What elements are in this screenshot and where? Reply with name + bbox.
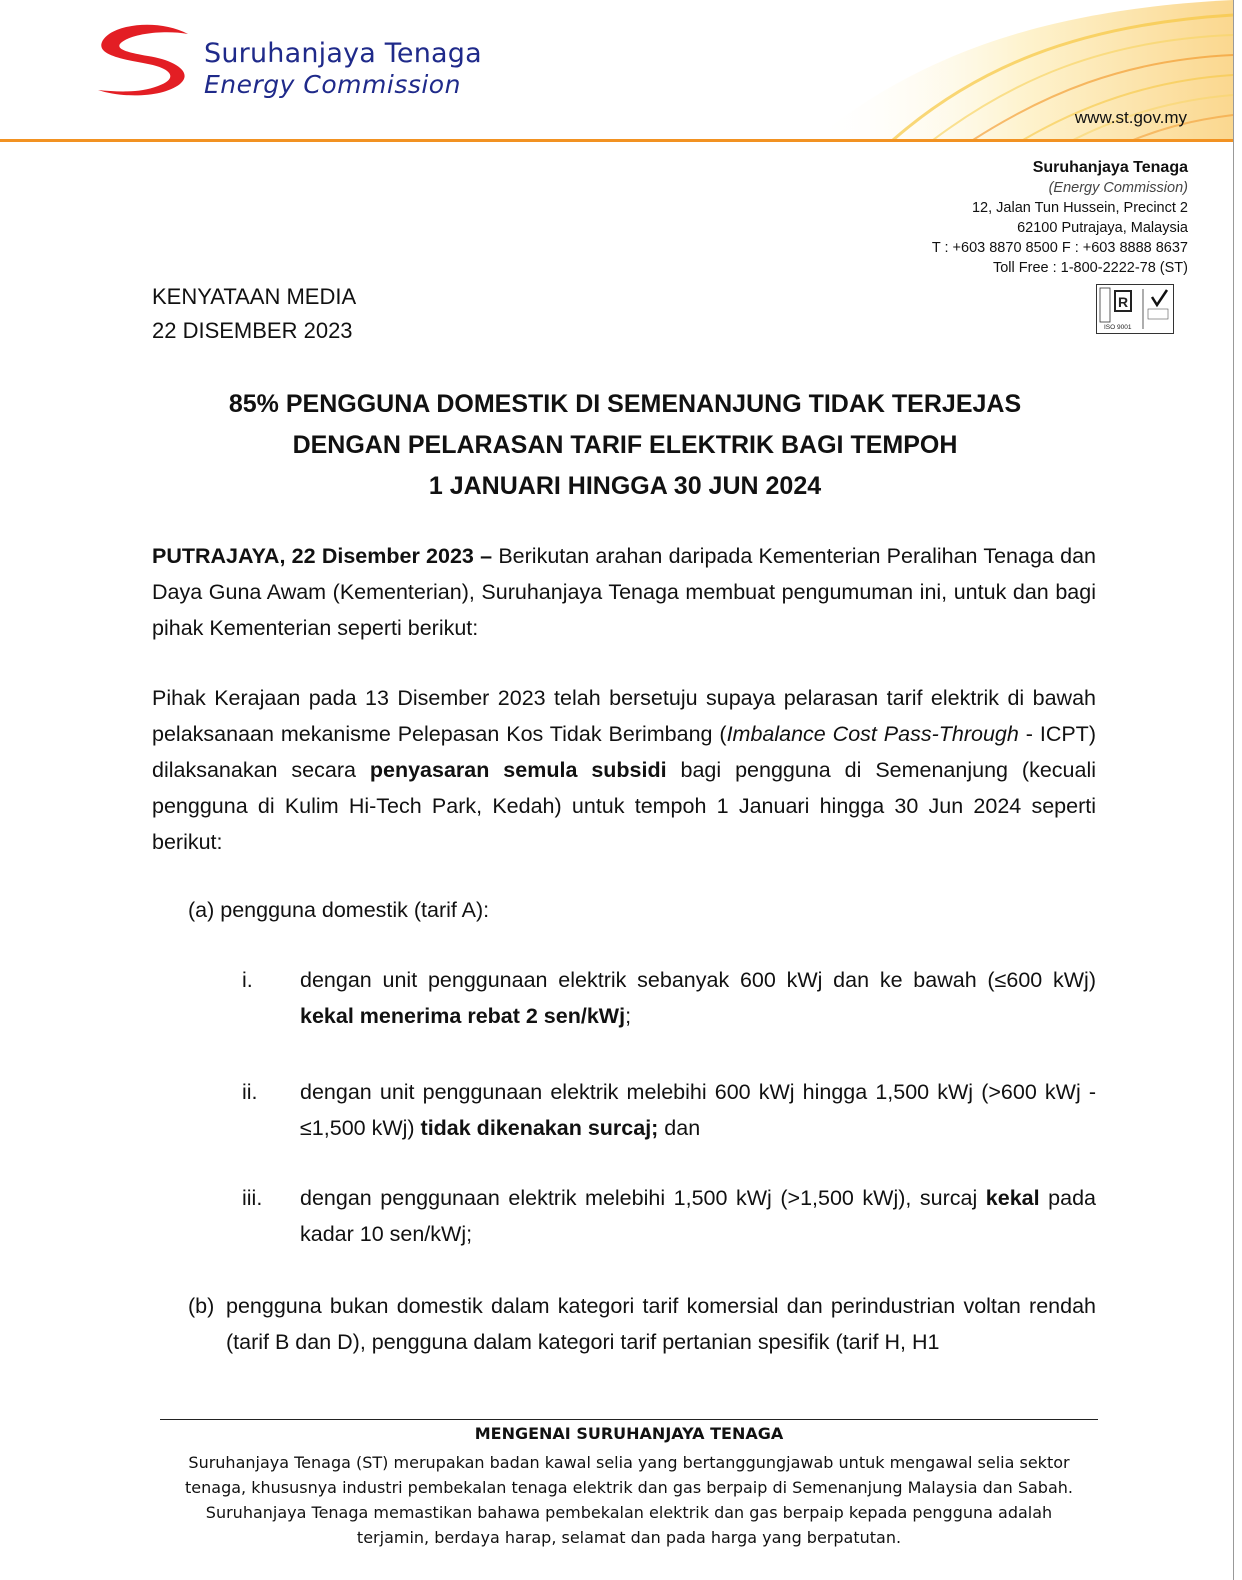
paragraph-intro-text: Berikutan arahan daripada Kementerian Peralihan Tenaga dan Daya Guna Awam (Kementerian), Suruhanjaya Tenaga membuat pengumuman ini, untuk dan bagi pihak Kementerian seperti berikut: <box>152 544 1096 640</box>
headline-line2: DENGAN PELARASAN TARIF ELEKTRIK BAGI TEMPOH <box>292 431 958 459</box>
paragraph-decision-text2: - ICPT) dilaksanakan secara <box>152 722 1096 782</box>
headline-line1: 85% PENGGUNA DOMESTIK DI SEMENANJUNG TIDAK TERJEJAS <box>228 390 1022 418</box>
list-item-text: dengan unit penggunaan elektrik sebanyak 600 kWj dan ke bawah (≤600 kWj) kekal menerima rebat 2 sen/kWj; <box>300 968 1096 1028</box>
website-link[interactable]: www.st.gov.my <box>1074 108 1187 127</box>
address-org: Suruhanjaya Tenaga <box>1032 159 1188 176</box>
statement-header <box>152 280 356 348</box>
paragraph-decision-bold: penyasaran semula subsidi <box>369 758 667 782</box>
address-block <box>932 158 1188 278</box>
footer-line1: Suruhanjaya Tenaga (ST) merupakan badan kawal selia yang bertanggungjawab untuk mengawal selia sektor <box>188 1453 1070 1472</box>
address-tollfree: Toll Free : 1-800-2222-78 (ST) <box>992 260 1188 276</box>
page-edge <box>1233 0 1234 1580</box>
footer-divider <box>160 1419 1098 1420</box>
statement-type: KENYATAAN MEDIA <box>152 284 357 309</box>
header-divider <box>0 139 1233 142</box>
footer-about <box>160 1450 1098 1550</box>
logo-subtitle: Energy Commission <box>204 70 461 99</box>
address-phone: T : +603 8870 8500 F : +603 8888 8637 <box>931 240 1188 256</box>
footer-line3: Suruhanjaya Tenaga memastikan bahawa pembekalan elektrik dan gas berpaip kepada pengguna adalah <box>205 1503 1053 1522</box>
logo-title: Suruhanjaya Tenaga <box>204 38 482 69</box>
paragraph-decision <box>152 680 1096 860</box>
swoosh-logo-icon <box>88 20 198 100</box>
list-a-label: (a) pengguna domestik (tarif A): <box>188 898 490 922</box>
footer-line2: tenaga, khususnya industri pembekalan tenaga elektrik dan gas berpaip di Semenanjung Malaysia dan Sabah. <box>185 1478 1073 1497</box>
list-item-text: dengan penggunaan elektrik melebihi 1,500 kWj (>1,500 kWj), surcaj kekal pada kadar 10 sen/kWj; <box>300 1186 1096 1246</box>
paragraph-decision-text3: bagi pengguna di Semenanjung (kecuali pengguna di Kulim Hi-Tech Park, Kedah) untuk tempoh 1 Januari hingga 30 Jun 2024 seperti berikut: <box>152 758 1097 854</box>
statement-date: 22 DISEMBER 2023 <box>152 318 353 343</box>
footer-title: MENGENAI SURUHANJAYA TENAGA <box>474 1424 784 1443</box>
list-b-label: (b) <box>188 1294 215 1318</box>
address-line2: 62100 Putrajaya, Malaysia <box>1017 220 1188 236</box>
cert-label: ISO 9001 <box>1104 324 1132 331</box>
list-b-text: pengguna bukan domestik dalam kategori tarif komersial dan perindustrian voltan rendah (tarif B dan D), pengguna dalam kategori tarif pertanian spesifik (tarif H, H1 <box>226 1294 1096 1354</box>
address-org-sub: (Energy Commission) <box>1048 180 1188 196</box>
list-item-number: ii. <box>242 1080 258 1104</box>
headline-line3: 1 JANUARI HINGGA 30 JUN 2024 <box>428 472 822 500</box>
footer-line4: terjamin, berdaya harap, selamat dan pada harga yang berpatutan. <box>356 1528 902 1547</box>
list-item-text: dengan unit penggunaan elektrik melebihi 600 kWj hingga 1,500 kWj (>600 kWj - ≤1,500 kWj) tidak dikenakan surcaj; dan <box>300 1080 1096 1140</box>
paragraph-decision-text1: Pihak Kerajaan pada 13 Disember 2023 telah bersetuju supaya pelarasan tarif elektrik di bawah pelaksanaan mekanisme Pelepasan Kos Tidak Berimbang ( <box>152 686 1096 746</box>
address-line1: 12, Jalan Tun Hussein, Precinct 2 <box>971 200 1188 216</box>
energy-commission-logo <box>88 20 508 100</box>
paragraph-intro-lead: PUTRAJAYA, 22 Disember 2023 – <box>152 544 493 568</box>
list-item-number: iii. <box>242 1186 263 1210</box>
paragraph-decision-italic: Imbalance Cost Pass-Through <box>726 722 1019 746</box>
svg-text:R: R <box>1118 294 1129 310</box>
list-item-number: i. <box>242 968 253 992</box>
headline <box>130 384 1120 507</box>
iso-certification-badge <box>1096 284 1174 334</box>
paragraph-intro <box>152 538 1096 646</box>
